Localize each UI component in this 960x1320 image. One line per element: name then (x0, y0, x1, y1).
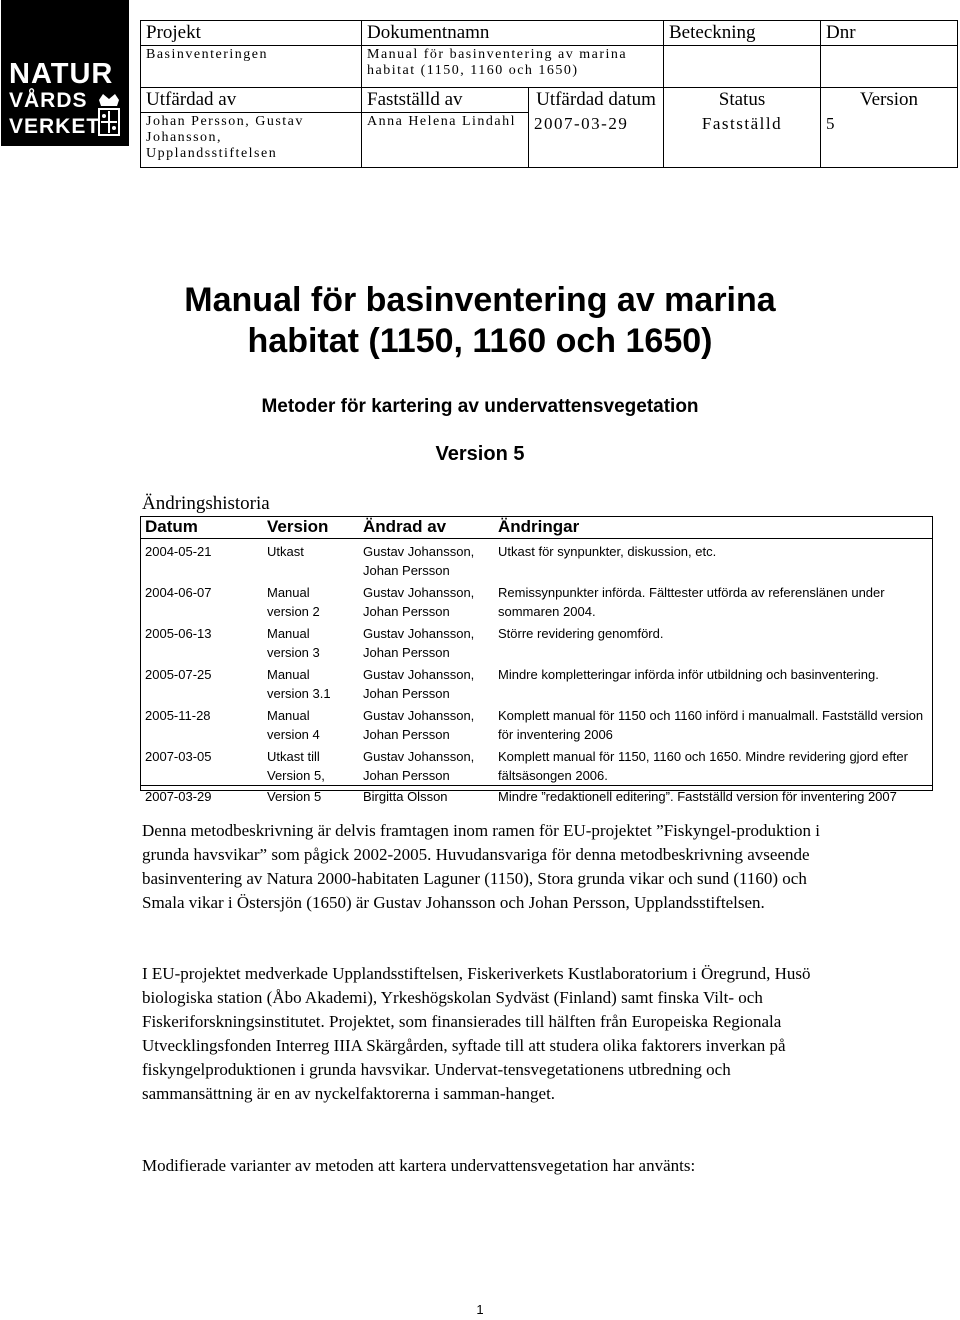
cell-andringar: Utkast för synpunkter, diskussion, etc. (498, 544, 717, 559)
page-number: 1 (476, 1302, 484, 1317)
column-header-andringar: Ändringar (493, 516, 932, 539)
cell-andringar: Remissynpunkter införda. Fälttester utförda av referenslänen under sommaren 2004. (498, 585, 885, 619)
cell-datum: 2004-05-21 (145, 544, 212, 559)
dokumentnamn-value: Manual för basinventering av marina habitat (1150, 1160 och 1650) (362, 46, 664, 88)
body-paragraph-3: Modifierade varianter av metoden att kartera undervattensvegetation har använts: (142, 1156, 696, 1175)
version-value: 5 (821, 113, 958, 168)
history-table (140, 516, 932, 807)
dnr-value (821, 46, 958, 88)
projekt-value: Basinventeringen (141, 46, 362, 88)
table-row (140, 744, 932, 786)
cell-version: Utkast till Version 5, (267, 749, 325, 783)
utfardad-datum-label: Utfärdad datum (529, 88, 664, 113)
utfardad-av-value: Johan Persson, Gustav Johansson, Upplandsstiftelsen (141, 113, 362, 168)
cell-datum: 2007-03-29 (140, 786, 262, 808)
cell-andrad-av: Gustav Johansson, Johan Persson (363, 667, 475, 701)
cell-andringar: Mindre ”redaktionell editering”. Fastställd version för inventering 2007 (493, 786, 932, 808)
column-header-datum: Datum (140, 516, 262, 539)
cell-andrad-av: Gustav Johansson, Johan Persson (363, 544, 475, 578)
logo-line-2: VÅRDS (9, 89, 88, 112)
status-label: Status (664, 88, 821, 113)
cell-andrad-av: Birgitta Olsson (358, 786, 493, 808)
crown-emblem-icon (95, 92, 123, 138)
cell-version: Manual version 2 (267, 585, 320, 619)
cell-version: Manual version 3 (267, 626, 320, 660)
naturvardsverket-logo (1, 0, 129, 146)
document-title (0, 280, 960, 362)
title-line-2: habitat (1150, 1160 och 1650) (247, 322, 713, 360)
faststalld-av-value: Anna Helena Lindahl (362, 113, 529, 168)
cell-andrad-av: Gustav Johansson, Johan Persson (363, 626, 475, 660)
cell-andrad-av: Gustav Johansson, Johan Persson (363, 749, 475, 783)
version-label: Version (821, 88, 958, 113)
logo-line-3: VERKET (9, 115, 101, 138)
dnr-label: Dnr (821, 21, 958, 46)
utfardad-datum-value: 2007-03-29 (529, 113, 664, 168)
column-header-version: Version (262, 516, 358, 539)
table-row (140, 539, 932, 581)
cell-datum: 2007-03-05 (145, 749, 212, 764)
document-subtitle: Metoder för kartering av undervattensvegetation (261, 396, 699, 417)
cell-andringar: Komplett manual för 1150, 1160 och 1650. Mindre revidering gjord efter fältsäsongen 2006. (498, 749, 908, 783)
body-paragraph-2: I EU-projektet medverkade Upplandsstiftelsen, Fiskeriverkets Kustlaboratorium i Öregrund, Husö biologiska station (Åbo Akademi), Yrkeshögskolan Sydväst (Finland) samt finska Vilt- och Fiskeriforskningsinstitutet. Projektet, som finansierades till hälften från Europeiska Regionala Utvecklingsfonden Interreg IIIA Skärgården, syftade till att studera olika faktorers inverkan på fiskyngelproduktionen i grunda havsvikar. Undervat-tensvegetationens utbredning och sammansättning är en av nyckelfaktorerna i samman-hanget. (142, 964, 811, 1103)
projekt-label: Projekt (141, 21, 362, 46)
table-row (140, 703, 932, 744)
document-header-table (140, 20, 958, 168)
cell-datum: 2005-11-28 (145, 708, 211, 723)
cell-andrad-av: Gustav Johansson, Johan Persson (363, 708, 475, 742)
cell-datum: 2005-07-25 (145, 667, 212, 682)
cell-version: Manual version 3.1 (267, 667, 331, 701)
table-row (140, 621, 932, 662)
beteckning-value (664, 46, 821, 88)
table-row (140, 580, 932, 621)
utfardad-av-label: Utfärdad av (141, 88, 362, 113)
cell-andringar: Större revidering genomförd. (498, 626, 664, 641)
cell-andringar: Mindre kompletteringar införda inför utbildning och basinventering. (498, 667, 879, 682)
faststalld-av-label: Fastställd av (362, 88, 529, 113)
version-heading: Version 5 (435, 443, 525, 465)
cell-version: Version 5 (262, 786, 358, 808)
cell-datum: 2004-06-07 (145, 585, 212, 600)
beteckning-label: Beteckning (664, 21, 821, 46)
cell-andrad-av: Gustav Johansson, Johan Persson (363, 585, 475, 619)
table-row (140, 786, 932, 808)
cell-datum: 2005-06-13 (145, 626, 212, 641)
logo-line-1: NATUR (9, 58, 114, 90)
cell-version: Utkast (267, 544, 304, 559)
cell-andringar: Komplett manual för 1150 och 1160 införd i manualmall. Fastställd version för inventering 2006 (498, 708, 924, 742)
body-paragraph-1: Denna metodbeskrivning är delvis framtagen inom ramen för EU-projektet ”Fiskyngel-produktion i grunda havsvikar” som pågick 2002-2005. Huvudansvariga för denna metodbeskrivning avseende basinventering av Natura 2000-habitaten Laguner (1150), Stora grunda vikar och sund (1160) och Smala vikar i Östersjön (1650) är Gustav Johansson och Johan Persson, Upplandsstiftelsen. (142, 821, 820, 912)
cell-version: Manual version 4 (267, 708, 320, 742)
title-line-1: Manual för basinventering av marina (184, 281, 776, 319)
status-value: Fastställd (664, 113, 821, 168)
column-header-andrad-av: Ändrad av (358, 516, 493, 539)
dokumentnamn-label: Dokumentnamn (362, 21, 664, 46)
table-row (140, 662, 932, 703)
history-heading: Ändringshistoria (142, 493, 270, 514)
